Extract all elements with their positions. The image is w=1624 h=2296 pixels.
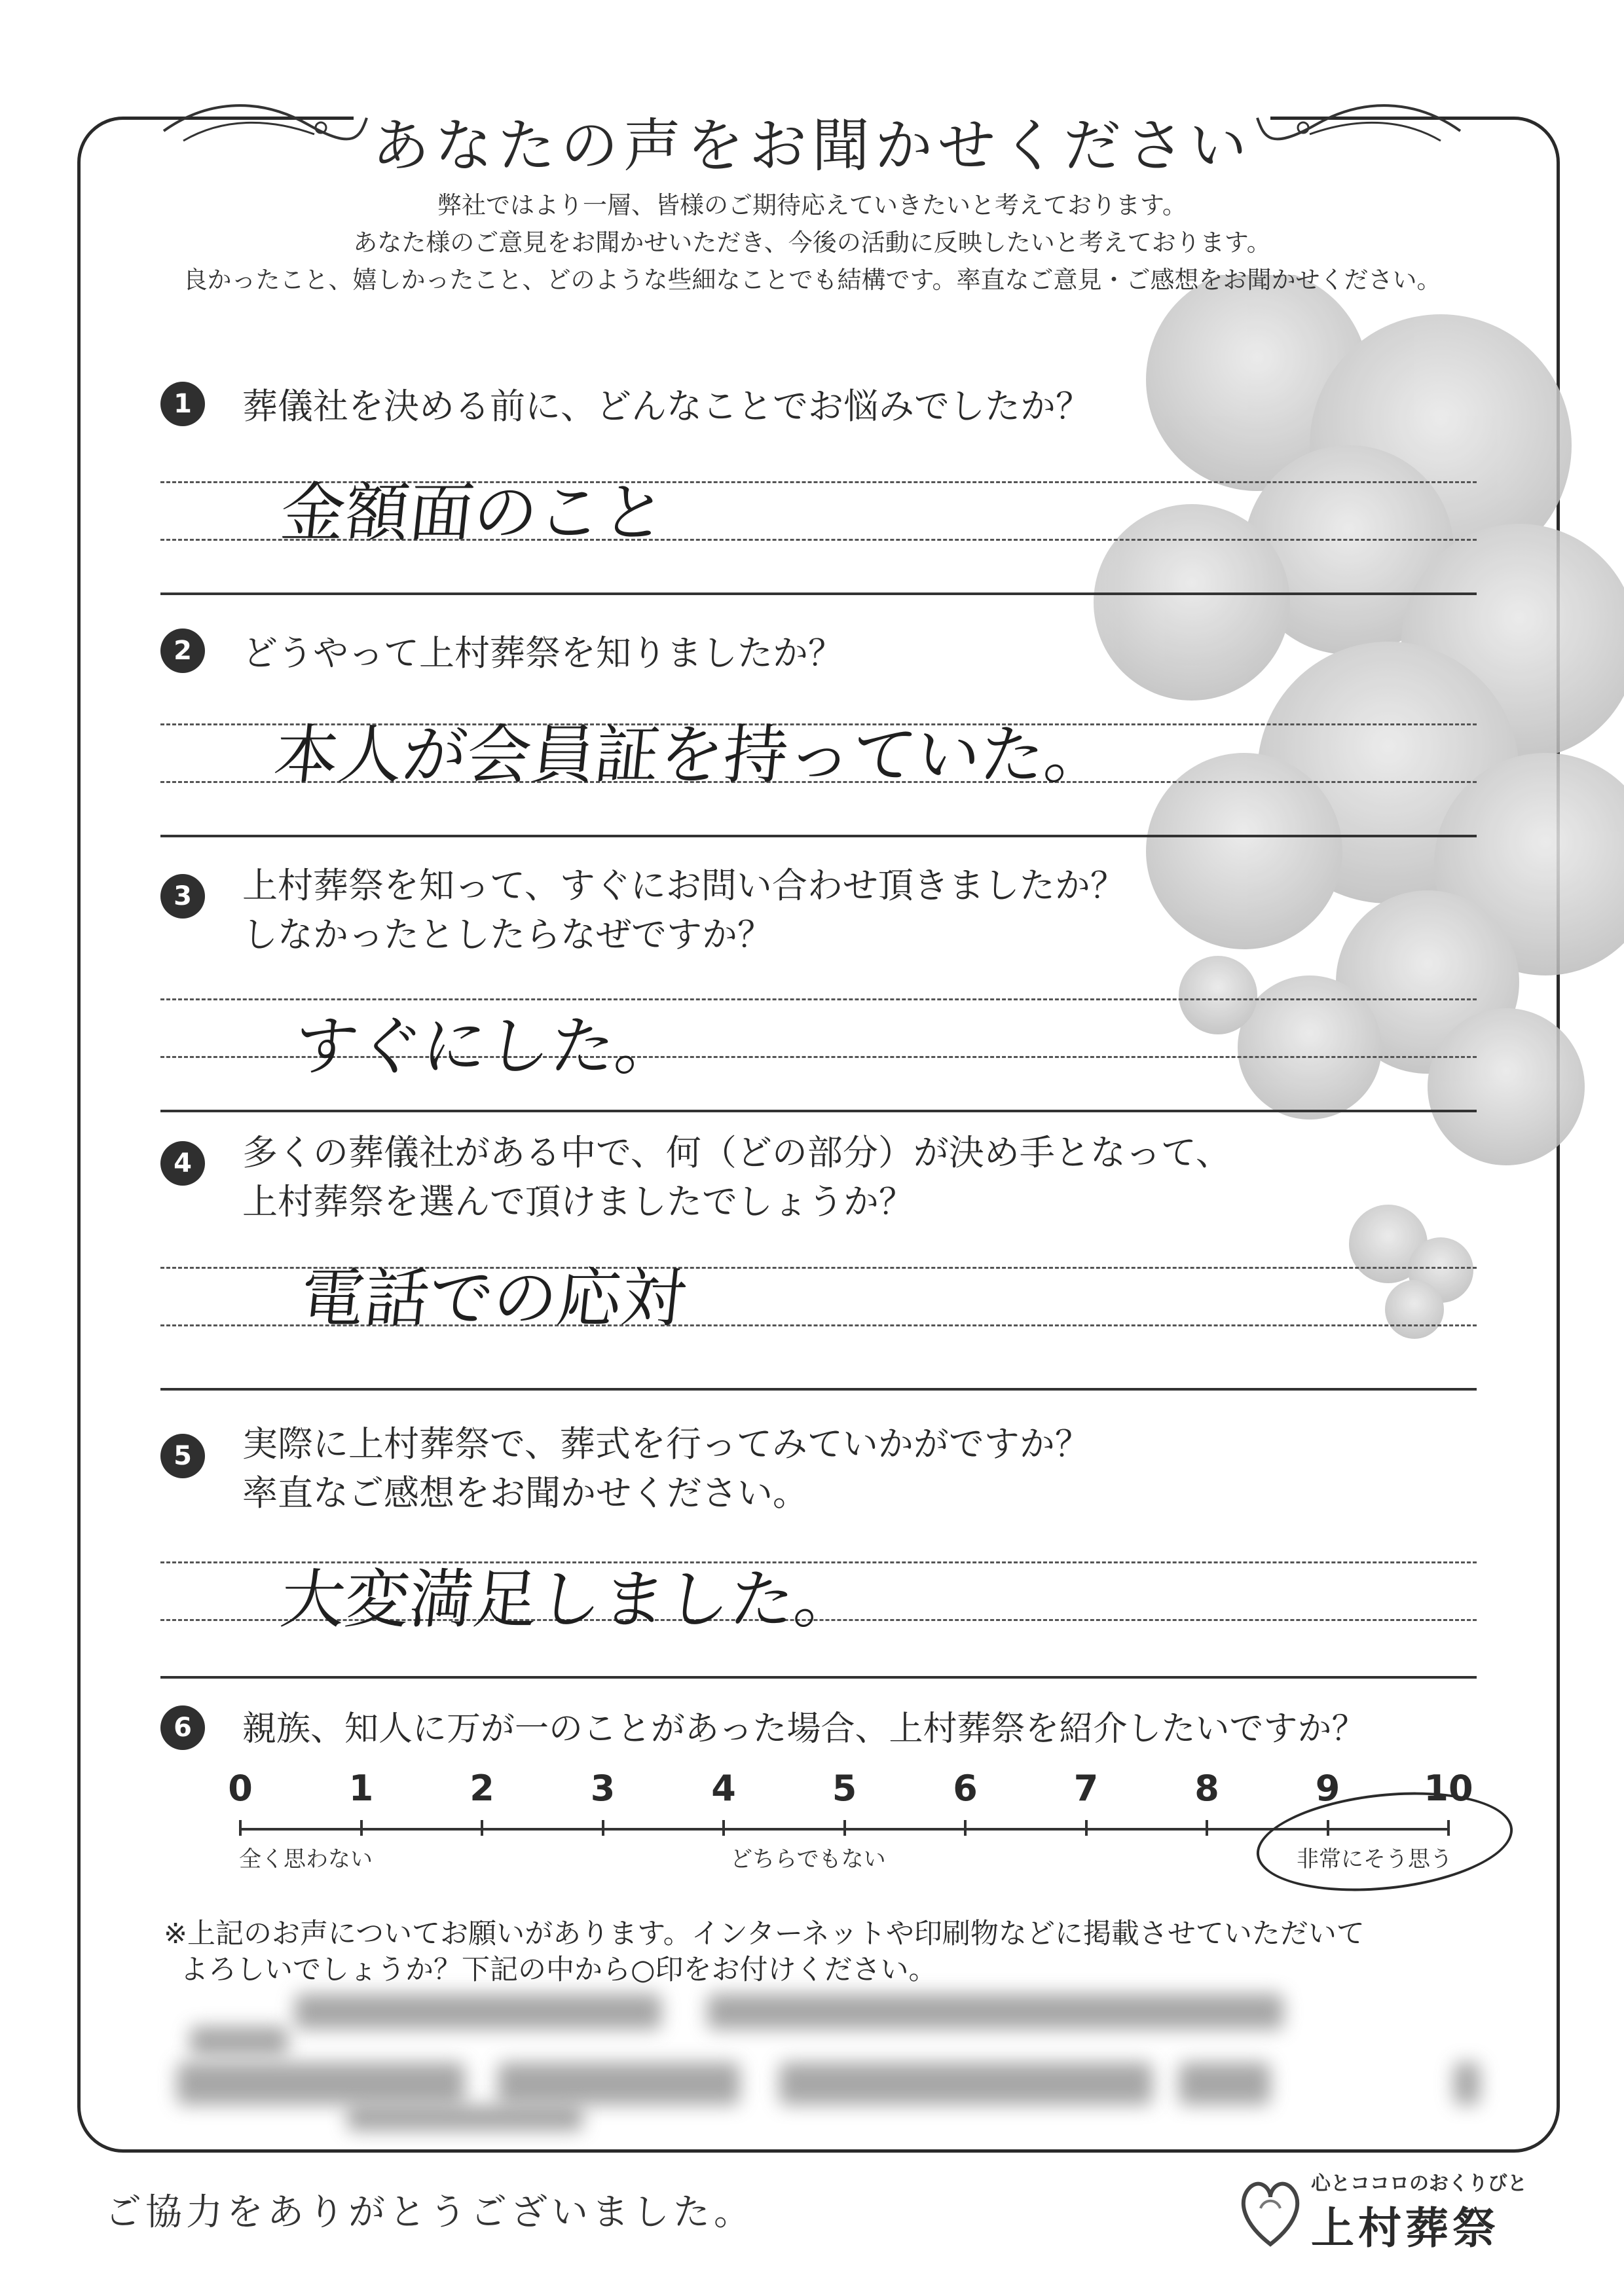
question-number-1: 1 (160, 382, 205, 426)
intro-line-1: 弊社ではより一層、皆様のご期待応えていきたいと考えております。 (437, 191, 1187, 219)
redacted-area (295, 1994, 661, 2030)
question-number-2: 2 (160, 629, 205, 673)
question-3-answer: すぐにした。 (290, 1010, 684, 1084)
logo-name: 上村葬祭 (1311, 2203, 1500, 2253)
question-4-answer: 電話での応対 (297, 1262, 690, 1336)
question-4-text-line-1: 多くの葬儀社がある中で、何（どの部分）が決め手となって、 (242, 1132, 1231, 1173)
redacted-area (498, 2062, 740, 2105)
intro-line-2: あなた様のご意見をお聞かせいただき、今後の活動に反映したいと考えております。 (353, 228, 1271, 257)
right-flourish-ornament (1251, 92, 1467, 157)
left-flourish-ornament (157, 92, 373, 157)
question-5-answer: 大変満足しました。 (277, 1563, 863, 1637)
section-divider (160, 1388, 1477, 1391)
scale-tick (360, 1820, 363, 1836)
question-2-text: どうやって上村葬祭を知りましたか？ (242, 632, 843, 674)
scale-number-2: 2 (470, 1768, 494, 1809)
question-number-3: 3 (160, 874, 205, 919)
intro-line-3: 良かったこと、嬉しかったこと、どのような些細なことでも結構です。率直なご意見・ご感想をお聞かせください。 (183, 266, 1441, 294)
section-divider (160, 1676, 1477, 1679)
question-4-text-line-2: 上村葬祭を選んで頂けましたでしょうか？ (242, 1181, 914, 1222)
scale-number-0: 0 (228, 1768, 253, 1809)
publication-note-line-1: ※上記のお声についてお願いがあります。インターネットや印刷物などに掲載させていただいて (164, 1918, 1365, 1950)
question-5-text-line-1: 実際に上村葬祭で、葬式を行ってみていかがですか？ (242, 1423, 1090, 1465)
scale-tick (1206, 1820, 1208, 1836)
scale-label-high: 非常にそう思う (1297, 1846, 1452, 1872)
scale-number-3: 3 (590, 1768, 616, 1809)
redacted-area (190, 2026, 288, 2056)
scale-label-low: 全く思わない (239, 1846, 373, 1872)
scale-number-6: 6 (953, 1768, 978, 1809)
question-6-text: 親族、知人に万が一のことがあった場合、上村葬祭を紹介したいですか？ (242, 1709, 1366, 1749)
redacted-area (779, 2062, 1153, 2105)
question-3-text-line-2: しなかったとしたらなぜですか？ (242, 914, 773, 955)
section-divider (160, 1110, 1477, 1112)
scale-tick (239, 1820, 242, 1836)
heart-logo-icon (1234, 2172, 1306, 2251)
scale-tick (722, 1820, 725, 1836)
scale-number-9: 9 (1315, 1768, 1340, 1809)
redacted-area (177, 2062, 465, 2105)
redacted-area (1454, 2062, 1480, 2105)
clover-background-decoration (851, 275, 1624, 1388)
section-divider (160, 592, 1477, 595)
scale-label-mid: どちらでもない (730, 1846, 886, 1872)
page-title: あなたの声をお聞かせください (371, 112, 1252, 179)
question-3-text-line-1: 上村葬祭を知って、すぐにお問い合わせ頂きましたか？ (242, 865, 1126, 906)
publication-note-line-2: よろしいでしょうか？下記の中から○印をお付けください。 (180, 1954, 937, 1986)
scale-tick (481, 1820, 483, 1836)
scale-number-1: 1 (348, 1768, 374, 1809)
question-2-answer: 本人が会員証を持っていた。 (270, 718, 1113, 793)
redacted-area (347, 2105, 583, 2131)
question-1-answer: 金額面のこと (277, 476, 671, 551)
scale-tick (1085, 1820, 1088, 1836)
thank-you-message: ご協力をありがとうございました。 (105, 2191, 754, 2234)
question-1-text: 葬儀社を決める前に、どんなことでお悩みでしたか？ (242, 386, 1091, 427)
scale-tick (602, 1820, 604, 1836)
section-divider (160, 835, 1477, 837)
question-5-text-line-2: 率直なご感想をお聞かせください。 (242, 1472, 808, 1514)
scale-number-5: 5 (832, 1768, 857, 1809)
redacted-area (1179, 2062, 1270, 2105)
question-number-6: 6 (160, 1705, 205, 1750)
scale-number-10: 10 (1424, 1768, 1473, 1809)
scale-number-8: 8 (1194, 1768, 1219, 1809)
scale-tick (843, 1820, 846, 1836)
redacted-area (707, 1994, 1283, 2030)
scale-number-4: 4 (711, 1768, 736, 1809)
question-number-4: 4 (160, 1141, 205, 1186)
question-number-5: 5 (160, 1434, 205, 1478)
scale-number-7: 7 (1073, 1768, 1099, 1809)
logo-tagline: 心とココロのおくりびと (1311, 2172, 1527, 2195)
scale-tick (964, 1820, 967, 1836)
